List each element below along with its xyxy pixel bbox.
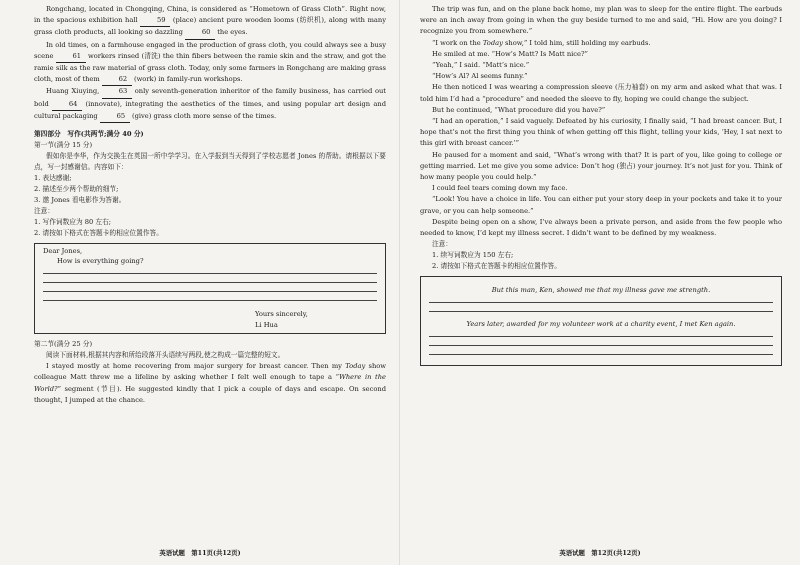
story-paragraph: “Look! You have a choice in life. You can either put your story deep in your pockets and take it to your grave, or you can help someone.” bbox=[420, 195, 782, 215]
writing-line[interactable] bbox=[43, 282, 377, 283]
story-start: I stayed mostly at home recovering from major surgery for breast cancer. Then my Today show colleague Matt threw me a lifeline by asking whether I felt well enough to tape a “Where in the World?” segment (节目). He suggested kindly that I pick a couple of days and escape. On second thought, I jumped at the chance. bbox=[34, 362, 386, 404]
writing-line[interactable] bbox=[429, 345, 773, 346]
writing-line[interactable] bbox=[429, 302, 773, 303]
continuation-note-title: 注意： bbox=[432, 240, 453, 249]
section-1-heading: 第一节(满分 15 分) bbox=[34, 141, 93, 150]
passage-paragraph-2: In old times, on a farmhouse engaged in the production of grass cloth, you could always see a busy scene 61 workers rinsed (清洗) the thin fibers between the ramie skin and the straw, and got the ramie silk as the raw material of grass cloth. Today, only some farmers in Rongchang are making grass cloth, most of them 62 (work) in family-run workshops. bbox=[34, 40, 386, 87]
page-footer-11: 英语试题 第11页(共12页) bbox=[159, 549, 241, 557]
blank-60[interactable]: 60 bbox=[185, 27, 215, 39]
letter-signature bbox=[43, 309, 377, 331]
point-1: 1. 表达感谢; bbox=[34, 174, 72, 183]
right-column bbox=[420, 4, 782, 366]
story-paragraph: He paused for a moment and said, “What’s wrong with that? It is part of you, like going to college or getting married. Let me give you some advice: Don’t hog (独占) your journey. It’s not just for you. Think of how many people you could help.” bbox=[420, 150, 782, 182]
blank-62[interactable]: 62 bbox=[102, 74, 132, 86]
continuation-note-2: 2. 请按如下格式在答题卡的相应位置作答。 bbox=[432, 262, 561, 271]
left-column bbox=[34, 4, 386, 406]
section-2-heading: 第二节(满分 25 分) bbox=[34, 340, 93, 349]
note-1: 1. 写作词数应为 80 左右; bbox=[34, 218, 112, 227]
story-paragraph: He smiled at me. “How’s Matt? Is Matt nice?” bbox=[432, 49, 588, 58]
story-paragraph: “How’s Al? Al seems funny.” bbox=[432, 72, 528, 81]
writing-line[interactable] bbox=[43, 291, 377, 292]
part-4-heading: 第四部分 写作(共两节;满分 40 分) bbox=[34, 130, 144, 139]
story-paragraph: “I work on the Today show,” I told him, still holding my earbuds. bbox=[432, 38, 651, 47]
page-footer-12: 英语试题 第12页(共12页) bbox=[559, 549, 641, 557]
continuation-note-1: 1. 续写词数应为 150 左右; bbox=[432, 251, 514, 260]
section-2-task: 阅读下面材料,根据其内容和所给段落开头语续写两段,使之构成一篇完整的短文。 bbox=[46, 351, 285, 360]
blank-61[interactable]: 61 bbox=[56, 51, 86, 63]
paragraph-2-opening: Years later, awarded for my volunteer work at a charity event, I met Ken again. bbox=[466, 320, 736, 329]
passage-paragraph-1: Rongchang, located in Chongqing, China, is considered as “Hometown of Grass Cloth”. Right now, in the spacious exhibition hall 59 (place) ancient pure wooden looms (纺织机), along with many grass cloth products, all looking so dazzling 60 the eyes. bbox=[34, 4, 386, 40]
paragraph-1-opening: But this man, Ken, showed me that my illness gave me strength. bbox=[491, 286, 711, 295]
writing-line[interactable] bbox=[429, 336, 773, 337]
story-paragraph: But he continued, “What procedure did you have?” bbox=[432, 105, 606, 114]
letter-name: Li Hua bbox=[255, 321, 278, 330]
right-page bbox=[400, 0, 800, 565]
letter-answer-box bbox=[34, 243, 386, 334]
story-paragraph: Despite being open on a show, I’ve always been a private person, and aside from the few people who needed to know, I’d kept my illness secret. I didn’t want to be defined by my weakness. bbox=[420, 217, 782, 238]
section-1-task: 假如你是李华，作为交换生在英国一所中学学习。在入学报到当天得到了学校志愿者 Jones 的帮助。请根据以下要点，写一封感谢信。内容如下： bbox=[34, 152, 386, 172]
point-3: 3. 邀 Jones 看电影作为答谢。 bbox=[34, 196, 126, 205]
writing-line[interactable] bbox=[429, 354, 773, 355]
story-paragraph: “Yeah,” I said. “Matt’s nice.” bbox=[432, 61, 530, 70]
writing-line[interactable] bbox=[43, 300, 377, 301]
story-paragraph: He then noticed I was wearing a compression sleeve (压力袖套) on my arm and asked what that was. I told him I’d had a “procedure” and needed the sleeve to fly, hoping we could change the subject. bbox=[420, 83, 782, 103]
blank-59[interactable]: 59 bbox=[140, 15, 170, 27]
letter-salutation: Dear Jones, bbox=[43, 247, 83, 256]
story-paragraph: “I had an operation,” I said vaguely. Defeated by his curiosity, I finally said, “I had breast cancer. But, I hope that’s not the first thing you think of when getting off this flight, telling your kids, ‘Hey, I sat next to this girl with breast cancer.’” bbox=[420, 117, 782, 148]
writing-line[interactable] bbox=[43, 273, 377, 274]
story-paragraph: I could feel tears coming down my face. bbox=[432, 184, 568, 193]
story-paragraph: The trip was fun, and on the plane back home, my plan was to sleep for the entire flight. The earbuds were an inch away from going in when the guy beside turned to me and said, “Hi. How are you doing? I recognize you from somewhere.” bbox=[420, 5, 782, 36]
writing-line[interactable] bbox=[429, 311, 773, 312]
blank-63[interactable]: 63 bbox=[102, 86, 132, 98]
continuation-answer-box bbox=[420, 276, 782, 366]
blank-65[interactable]: 65 bbox=[100, 111, 130, 123]
note-2: 2. 请按如下格式在答题卡的相应位置作答。 bbox=[34, 229, 163, 238]
passage-paragraph-3: Huang Xiuying, 63 only seventh-generation inheritor of the family business, has carried out bold 64 (innovate), integrating the aesthetics of the times, and using popular art design and cultural packaging 65 (give) grass cloth more sense of the times. bbox=[34, 86, 386, 123]
blank-64[interactable]: 64 bbox=[52, 99, 82, 111]
letter-opening: How is everything going? bbox=[57, 257, 144, 266]
letter-closing: Yours sincerely, bbox=[255, 310, 308, 319]
note-title: 注意： bbox=[34, 207, 55, 216]
point-2: 2. 描述至少两个帮助的细节; bbox=[34, 185, 119, 194]
